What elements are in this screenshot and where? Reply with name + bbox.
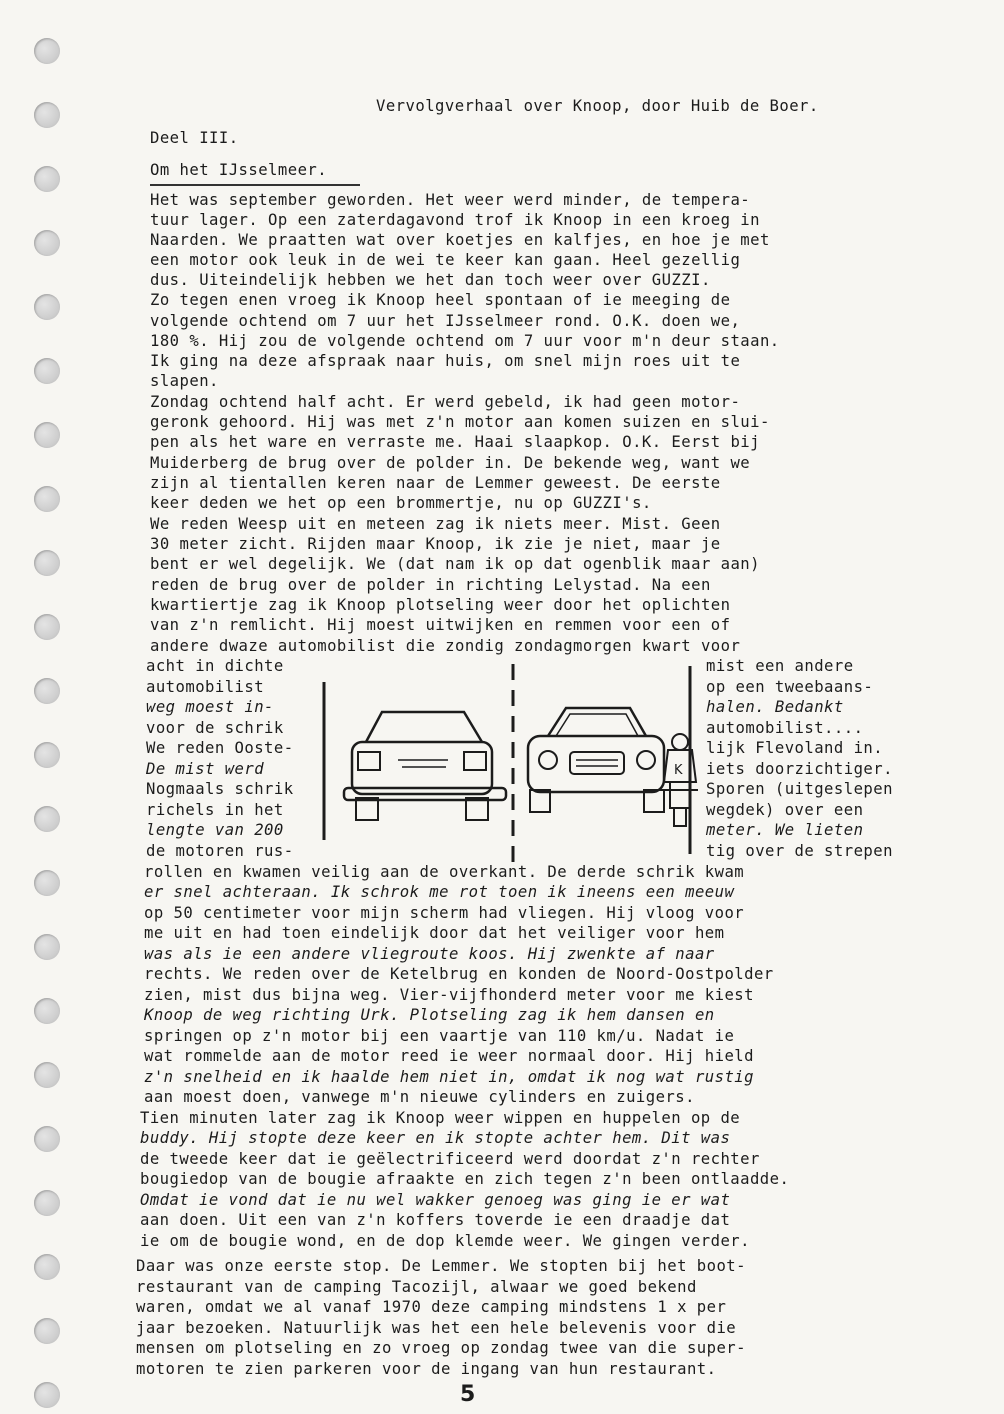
body-line: Muiderberg de brug over de polder in. De bekende weg, want we xyxy=(150,454,751,472)
body-line: rechts. We reden over de Ketelbrug en konden de Noord-Oostpolder xyxy=(144,965,774,983)
body-line: ie om de bougie wond, en de dop klemde weer. We gingen verder. xyxy=(140,1232,750,1250)
body-line: Omdat ie vond dat ie nu wel wakker genoeg was ging ie er wat xyxy=(140,1191,731,1209)
binder-hole-icon xyxy=(34,230,60,256)
binder-hole-icon xyxy=(34,166,60,192)
left-column-line: weg moest in- xyxy=(146,698,274,716)
binder-hole-icon xyxy=(34,38,60,64)
binder-hole-icon xyxy=(34,1062,60,1088)
body-line: slapen. xyxy=(150,372,219,390)
body-line: kwartiertje zag ik Knoop plotseling weer door het oplichten xyxy=(150,596,731,614)
front-car-icon xyxy=(528,708,664,812)
right-column-line: tig over de strepen xyxy=(706,842,893,860)
page-number: 5 xyxy=(460,1382,476,1407)
body-line: was als ie een andere vliegroute koos. Hij zwenkte af naar xyxy=(144,945,715,963)
right-column-line: wegdek) over een xyxy=(706,801,864,819)
road-illustration xyxy=(318,664,704,864)
body-line: bougiedop van de bougie afraakte en zich tegen z'n been ontlaadde. xyxy=(140,1170,790,1188)
binder-hole-icon xyxy=(34,742,60,768)
body-line: tuur lager. Op een zaterdagavond trof ik Knoop in een kroeg in xyxy=(150,211,760,229)
body-line: dus. Uiteindelijk hebben we het dan toch weer over GUZZI. xyxy=(150,271,711,289)
binder-hole-icon xyxy=(34,998,60,1024)
binder-hole-icon xyxy=(34,678,60,704)
body-line: mensen om plotseling en zo vroeg op zondag twee van die super- xyxy=(136,1339,746,1357)
body-line: jaar bezoeken. Natuurlijk was het een hele belevenis voor die xyxy=(136,1319,737,1337)
body-line: buddy. Hij stopte deze keer en ik stopte achter hem. Dit was xyxy=(140,1129,731,1147)
body-line: reden de brug over de polder in richting Lelystad. Na een xyxy=(150,576,711,594)
binder-hole-icon xyxy=(34,870,60,896)
binder-hole-icon xyxy=(34,550,60,576)
body-line: er snel achteraan. Ik schrok me rot toen ik ineens een meeuw xyxy=(144,883,735,901)
right-column-line: lijk Flevoland in. xyxy=(706,739,884,757)
body-line: volgende ochtend om 7 uur het IJsselmeer rond. O.K. doen we, xyxy=(150,312,741,330)
binder-hole-icon xyxy=(34,358,60,384)
right-column-line: op een tweebaans- xyxy=(706,678,874,696)
body-line: 180 %. Hij zou de volgende ochtend om 7 uur voor m'n deur staan. xyxy=(150,332,780,350)
body-line: keer deden we het op een brommertje, nu op GUZZI's. xyxy=(150,494,652,512)
left-column-line: automobilist xyxy=(146,678,265,696)
left-column-line: Nogmaals schrik xyxy=(146,780,294,798)
body-line: springen op z'n motor bij een vaartje van 110 km/u. Nadat ie xyxy=(144,1027,735,1045)
body-line: z'n snelheid en ik haalde hem niet in, omdat ik nog wat rustig xyxy=(144,1068,754,1086)
body-line: van z'n remlicht. Hij moest uitwijken en remmen voor een of xyxy=(150,616,731,634)
body-line: Tien minuten later zag ik Knoop weer wippen en huppelen op de xyxy=(140,1109,741,1127)
body-line: We reden Weesp uit en meteen zag ik niets meer. Mist. Geen xyxy=(150,515,721,533)
body-line: Daar was onze eerste stop. De Lemmer. We stopten bij het boot- xyxy=(136,1257,746,1275)
motorcycle-letter: K xyxy=(674,763,683,778)
body-line: aan doen. Uit een van z'n koffers toverde ie een draadje dat xyxy=(140,1211,731,1229)
right-column-line: mist een andere xyxy=(706,657,854,675)
right-column-line: iets doorzichtiger. xyxy=(706,760,893,778)
body-line: Het was september geworden. Het weer werd minder, de tempera- xyxy=(150,191,751,209)
body-line: Ik ging na deze afspraak naar huis, om snel mijn roes uit te xyxy=(150,352,741,370)
body-line: de tweede keer dat ie geëlectrificeerd werd doordat z'n rechter xyxy=(140,1150,760,1168)
body-line: op 50 centimeter voor mijn scherm had vliegen. Hij vloog voor xyxy=(144,904,745,922)
body-line: andere dwaze automobilist die zondig zondagmorgen kwart voor xyxy=(150,637,741,655)
body-line: geronk gehoord. Hij was met z'n motor aan komen suizen en slui- xyxy=(150,413,770,431)
body-line: 30 meter zicht. Rijden maar Knoop, ik zie je niet, maar je xyxy=(150,535,721,553)
binder-hole-icon xyxy=(34,1318,60,1344)
binder-hole-icon xyxy=(34,614,60,640)
subtitle-underline xyxy=(150,184,360,186)
binder-hole-icon xyxy=(34,294,60,320)
left-column-line: De mist werd xyxy=(146,760,265,778)
body-line: bent er wel degelijk. We (dat nam ik op dat ogenblik maar aan) xyxy=(150,555,760,573)
body-line: Naarden. We praatten wat over koetjes en kalfjes, en hoe je met xyxy=(150,231,770,249)
body-line: waren, omdat we al vanaf 1970 deze camping mindstens 1 x per xyxy=(136,1298,727,1316)
body-line: pen als het ware en verraste me. Haai slaapkop. O.K. Eerst bij xyxy=(150,433,760,451)
article-subtitle: Om het IJsselmeer. xyxy=(150,161,328,179)
body-line: motoren te zien parkeren voor de ingang van hun restaurant. xyxy=(136,1360,717,1378)
rear-car-icon xyxy=(344,712,506,820)
binder-hole-icon xyxy=(34,422,60,448)
binder-hole-icon xyxy=(34,1382,60,1408)
body-line: zijn al tientallen keren naar de Lemmer geweest. De eerste xyxy=(150,474,721,492)
left-column-line: voor de schrik xyxy=(146,719,284,737)
left-column-line: We reden Ooste- xyxy=(146,739,294,757)
binder-hole-icon xyxy=(34,1190,60,1216)
right-column-line: automobilist.... xyxy=(706,719,864,737)
body-line: Zo tegen enen vroeg ik Knoop heel spontaan of ie meeging de xyxy=(150,291,731,309)
binder-hole-icon xyxy=(34,1126,60,1152)
motorcycle-icon xyxy=(662,734,698,826)
body-line: rollen en kwamen veilig aan de overkant. De derde schrik kwam xyxy=(144,863,745,881)
article-heading: Vervolgverhaal over Knoop, door Huib de Boer. xyxy=(376,97,819,115)
binder-hole-icon xyxy=(34,1254,60,1280)
body-line: restaurant van de camping Tacozijl, alwaar we goed bekend xyxy=(136,1278,697,1296)
left-column-line: richels in het xyxy=(146,801,284,819)
right-column-line: halen. Bedankt xyxy=(706,698,844,716)
body-line: een motor ook leuk in de wei te keer kan gaan. Heel gezellig xyxy=(150,251,741,269)
right-column-line: Sporen (uitgeslepen xyxy=(706,780,893,798)
left-column-line: lengte van 200 xyxy=(146,821,284,839)
binder-hole-icon xyxy=(34,934,60,960)
body-line: wat rommelde aan de motor reed ie weer normaal door. Hij hield xyxy=(144,1047,754,1065)
body-line: Knoop de weg richting Urk. Plotseling zag ik hem dansen en xyxy=(144,1006,715,1024)
binder-hole-icon xyxy=(34,806,60,832)
article-part: Deel III. xyxy=(150,129,239,147)
body-line: aan moest doen, vanwege m'n nieuwe cylinders en zuigers. xyxy=(144,1088,695,1106)
body-line: Zondag ochtend half acht. Er werd gebeld, ik had geen motor- xyxy=(150,393,741,411)
body-line: zien, mist dus bijna weg. Vier-vijfhonderd meter voor me kiest xyxy=(144,986,754,1004)
binder-hole-icon xyxy=(34,486,60,512)
left-column-line: de motoren rus- xyxy=(146,842,294,860)
body-line: me uit en had toen eindelijk door dat het veiliger voor hem xyxy=(144,924,725,942)
right-column-line: meter. We lieten xyxy=(706,821,864,839)
binder-hole-icon xyxy=(34,102,60,128)
left-column-line: acht in dichte xyxy=(146,657,284,675)
